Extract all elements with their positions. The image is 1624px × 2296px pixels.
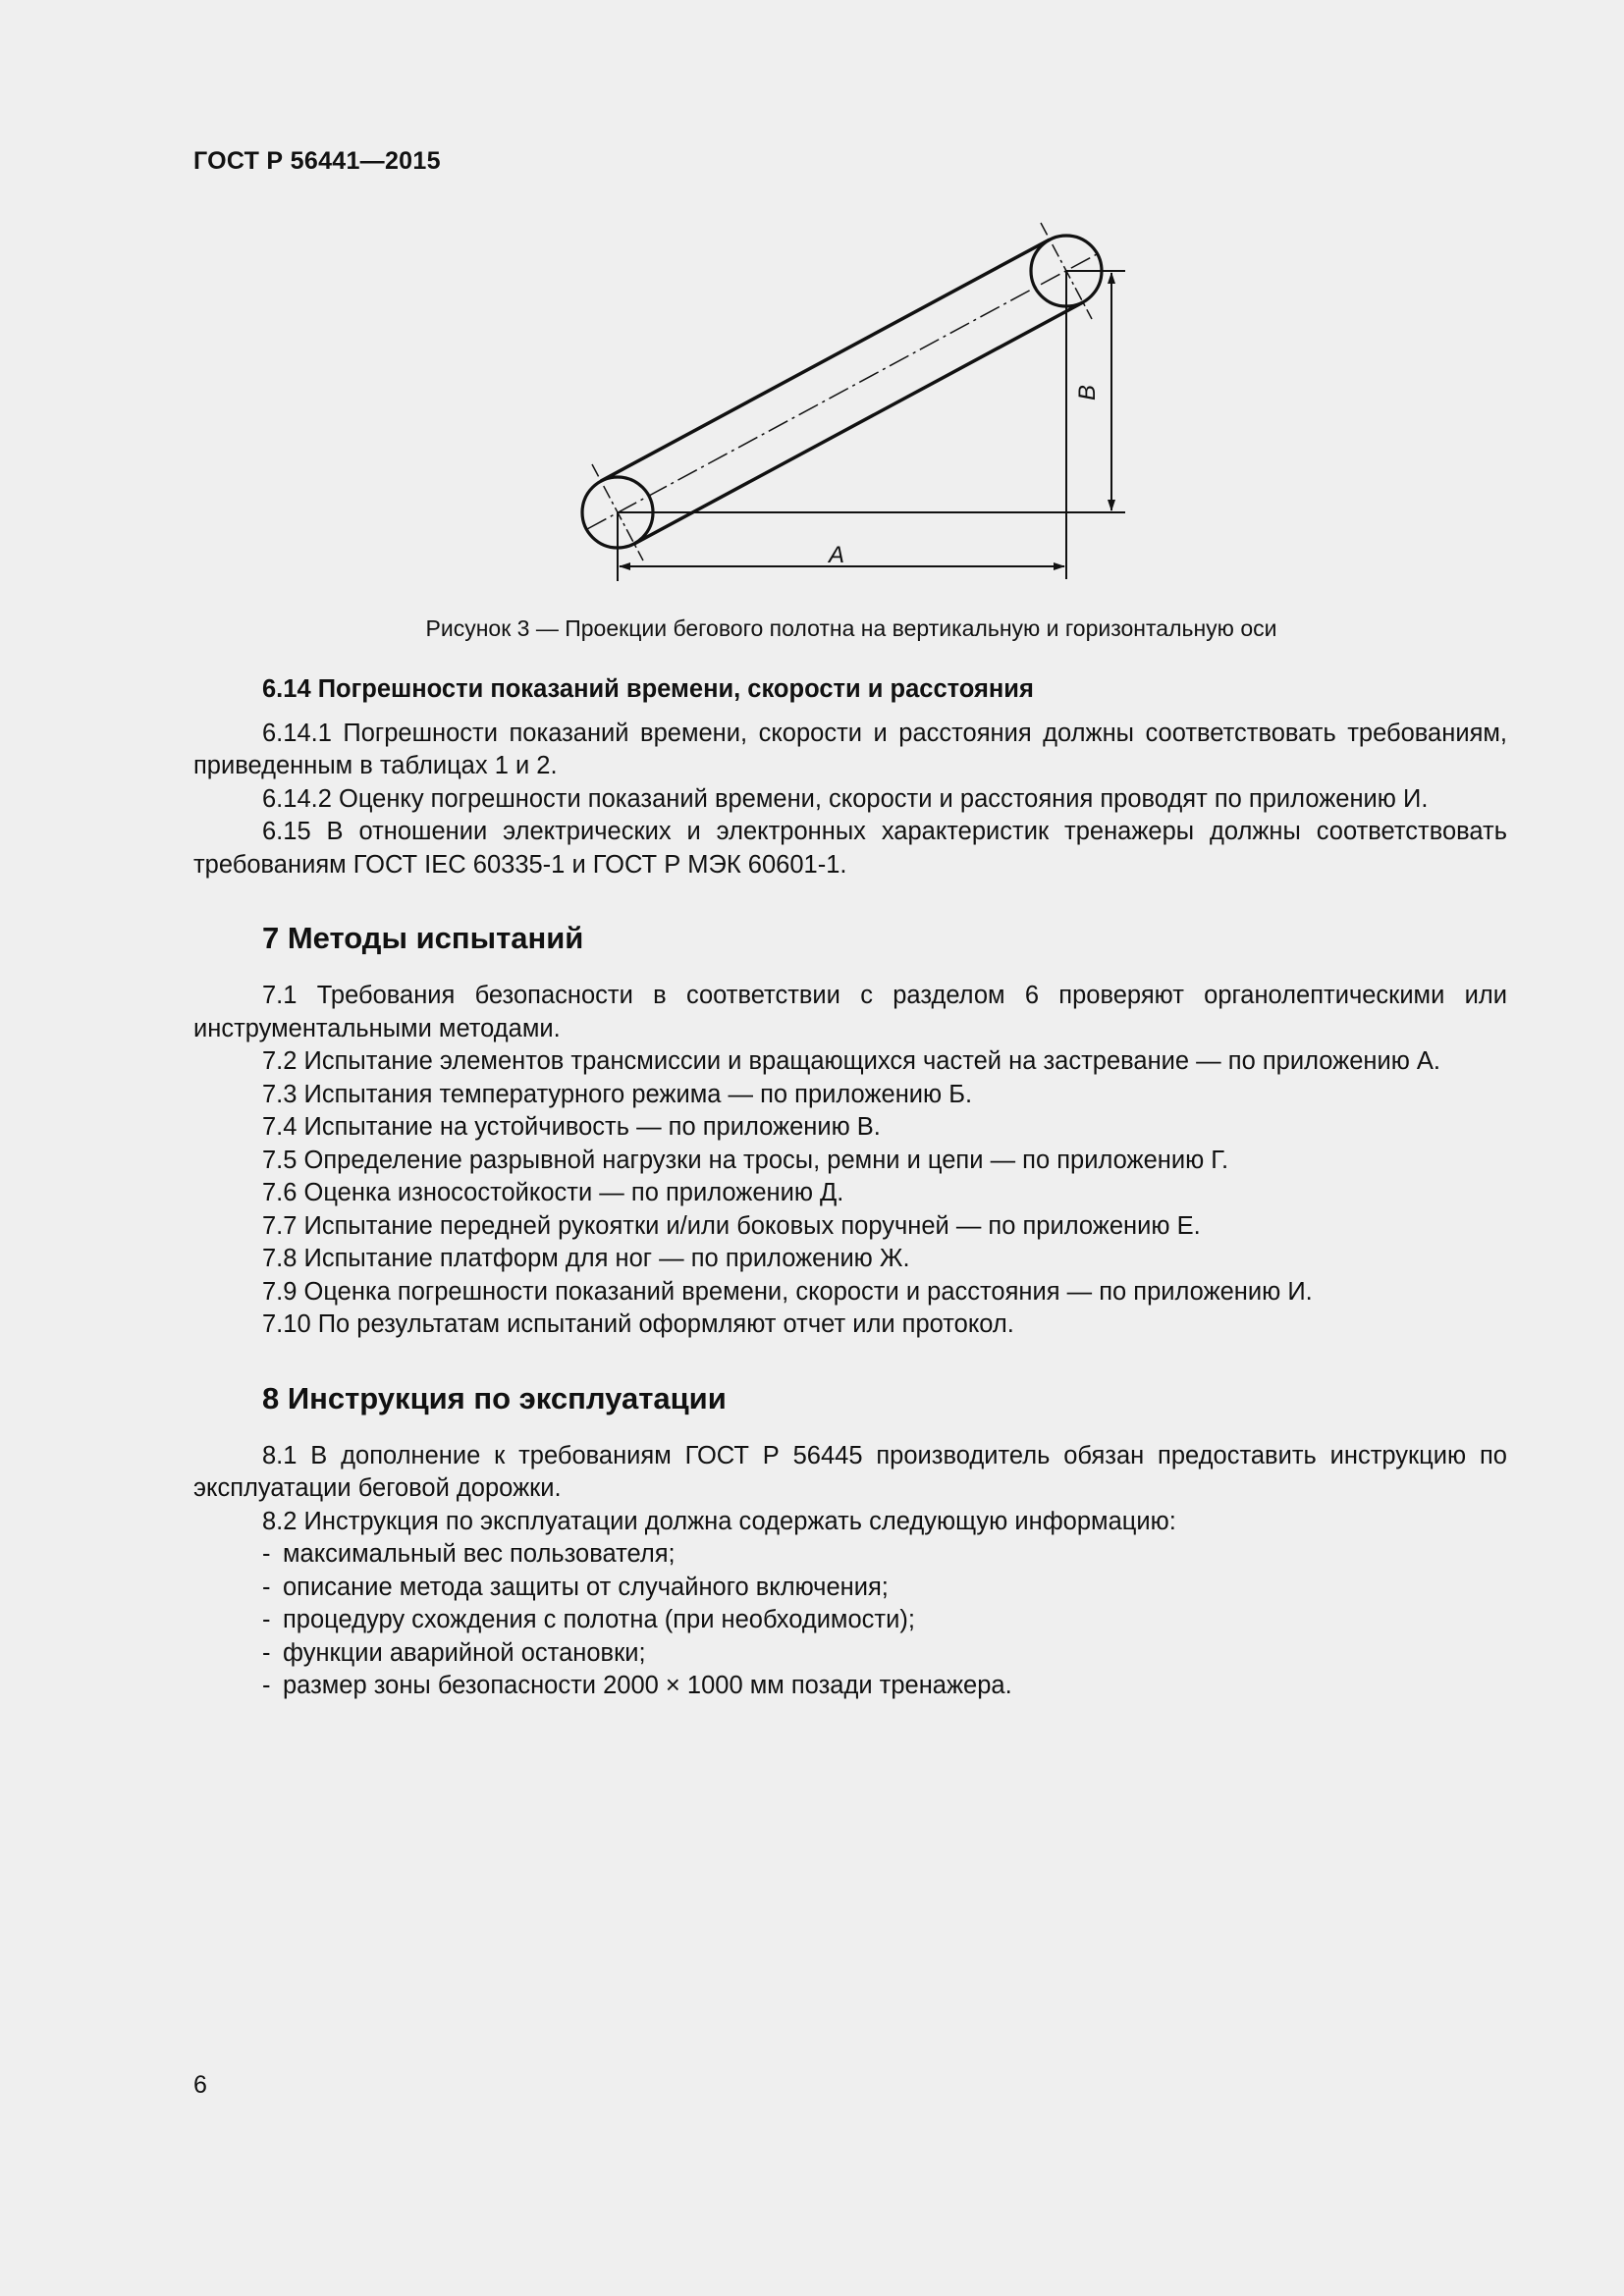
list-item: - описание метода защиты от случайного включения; [262,1572,1507,1605]
list-item: - функции аварийной остановки; [262,1637,1507,1671]
paragraph-8-1: 8.1 В дополнение к требованиям ГОСТ Р 56445 производитель обязан предоставить инструкцию по эксплуатации беговой дорожки. [193,1441,1507,1502]
instruction-info-list [193,1538,1507,1703]
list-item: - процедуру схождения с полотна (при необходимости); [262,1604,1507,1637]
paragraph-7-2: 7.2 Испытание элементов трансмиссии и вращающихся частей на застревание — по приложению А. [262,1047,1441,1075]
subsection-heading-6-14: 6.14 Погрешности показаний времени, скорости и расстояния [262,675,1034,703]
figure-3 [550,216,1159,589]
paragraph-6-14-1: 6.14.1 Погрешности показаний времени, скорости и расстояния должны соответствовать требованиям, приведенным в таблицах 1 и 2. [193,719,1507,779]
paragraph-6-14-2: 6.14.2 Оценку погрешности показаний времени, скорости и расстояния проводят по приложению И. [262,784,1429,813]
label-b: B [1074,384,1101,401]
list-item: - максимальный вес пользователя; [262,1538,1507,1572]
page-number: 6 [193,2071,207,2099]
paragraph-7-3: 7.3 Испытания температурного режима — по приложению Б. [262,1080,973,1108]
paragraph-7-5: 7.5 Определение разрывной нагрузки на тросы, ремни и цепи — по приложению Г. [262,1146,1229,1174]
paragraph-7-4: 7.4 Испытание на устойчивость — по приложению В. [262,1113,881,1141]
document-header: ГОСТ Р 56441—2015 [193,147,441,175]
document-body [193,673,1507,1703]
paragraph-7-6: 7.6 Оценка износостойкости — по приложению Д. [262,1179,844,1206]
label-a: A [828,542,845,568]
belt-bottom-edge [634,302,1083,544]
section-heading-7: 7 Методы испытаний [262,921,584,955]
belt-projection-diagram [550,216,1159,589]
paragraph-7-7: 7.7 Испытание передней рукоятки и/или боковых поручней — по приложению Е. [262,1211,1201,1240]
paragraph-7-8: 7.8 Испытание платформ для ног — по приложению Ж. [262,1245,910,1272]
belt-top-edge [601,240,1050,481]
paragraph-6-15: 6.15 В отношении электрических и электронных характеристик тренажеры должны соответствовать требованиям ГОСТ IEC 60335-1 и ГОСТ Р МЭК 60601-1. [193,818,1507,879]
section-heading-8: 8 Инструкция по эксплуатации [262,1380,727,1415]
paragraph-7-1: 7.1 Требования безопасности в соответствии с разделом 6 проверяют органолептическими или инструментальными методами. [193,982,1507,1042]
belt-centerline [587,254,1097,529]
paragraph-7-9: 7.9 Оценка погрешности показаний времени, скорости и расстояния — по приложению И. [262,1277,1313,1306]
figure-caption: Рисунок 3 — Проекции бегового полотна на вертикальную и горизонтальную оси [425,615,1277,641]
paragraph-8-2: 8.2 Инструкция по эксплуатации должна содержать следующую информацию: [262,1507,1176,1535]
list-item: - размер зоны безопасности 2000 × 1000 мм позади тренажера. [262,1670,1507,1703]
paragraph-7-10: 7.10 По результатам испытаний оформляют отчет или протокол. [262,1310,1014,1338]
